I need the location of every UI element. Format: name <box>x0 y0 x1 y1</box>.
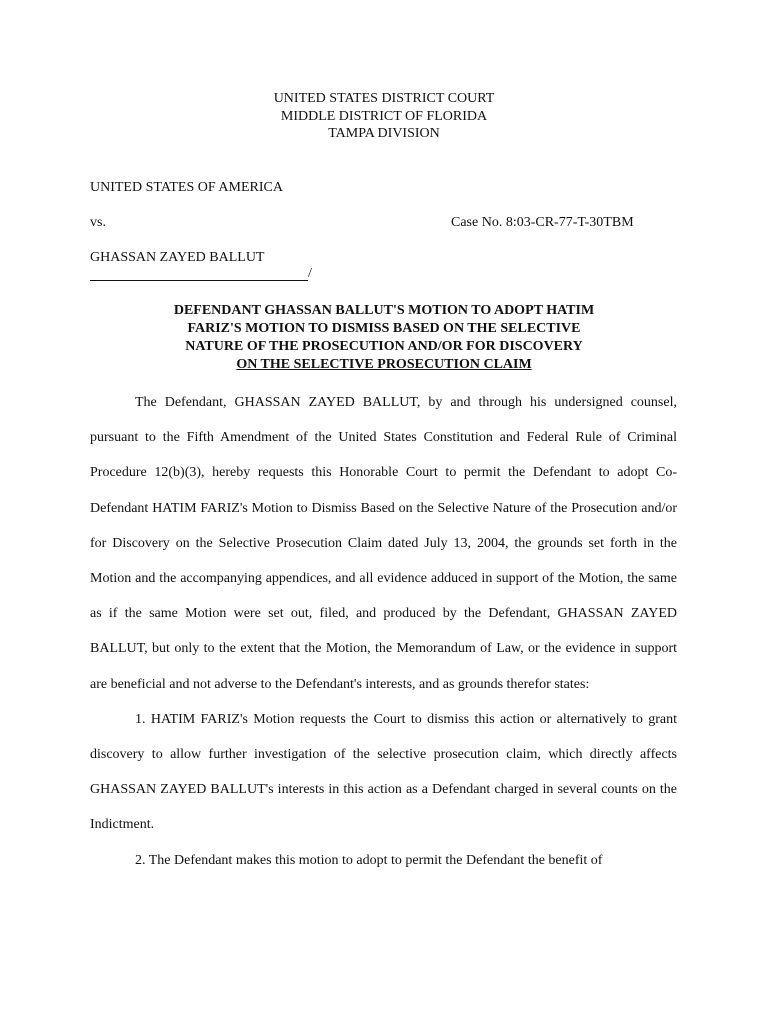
intro-paragraph: The Defendant, GHASSAN ZAYED BALLUT, by and through his undersigned counsel, pursuant to the Fifth Amendment of the United States Constitution and Federal Rule of Criminal Procedure 12(b)(3), hereby requests this Honorable Court to permit the Defendant to adopt Co-Defendant HATIM FARIZ's Motion to Dismiss Based on the Selective Nature of the Prosecution and/or for Discovery on the Selective Prosecution Claim dated July 13, 2004, the grounds set forth in the Motion and the accompanying appendices, and all evidence adduced in support of the Motion, the same as if the same Motion were set out, filed, and produced by the Defendant, GHASSAN ZAYED BALLUT, but only to the extent that the Motion, the Memorandum of Law, or the evidence in support are beneficial and not adverse to the Defendant's interests, and as grounds therefor states: <box>90 395 677 692</box>
motion-body <box>90 385 677 878</box>
case-number: Case No. 8:03-CR-77-T-30TBM <box>451 215 634 230</box>
court-heading <box>0 90 768 143</box>
motion-title-line-4: ON THE SELECTIVE PROSECUTION CLAIM <box>236 357 532 372</box>
caption-slash: / <box>308 266 312 281</box>
court-name: UNITED STATES DISTRICT COURT <box>273 91 495 106</box>
numbered-paragraph-1: 1. HATIM FARIZ's Motion requests the Court to dismiss this action or alternatively to grant discovery to allow further investigation of the selective prosecution claim, which directly affects GHASSAN ZAYED BALLUT's interests in this action as a Defendant charged in several counts on the Indictment. <box>90 711 677 833</box>
motion-title-line-2: FARIZ'S MOTION TO DISMISS BASED ON THE SELECTIVE <box>187 321 581 336</box>
court-division: TAMPA DIVISION <box>328 126 440 141</box>
court-district: MIDDLE DISTRICT OF FLORIDA <box>280 108 488 124</box>
plaintiff-name: UNITED STATES OF AMERICA <box>90 180 283 195</box>
motion-title-line-1: DEFENDANT GHASSAN BALLUT'S MOTION TO ADOPT HATIM <box>173 303 595 318</box>
motion-title-line-3: NATURE OF THE PROSECUTION AND/OR FOR DISCOVERY <box>185 339 583 354</box>
defendant-name: GHASSAN ZAYED BALLUT <box>90 250 265 265</box>
caption-rule-line <box>90 266 308 281</box>
motion-title <box>0 302 768 374</box>
versus-label: vs. <box>90 215 106 230</box>
numbered-paragraph-2: 2. The Defendant makes this motion to adopt to permit the Defendant the benefit of <box>135 852 603 868</box>
